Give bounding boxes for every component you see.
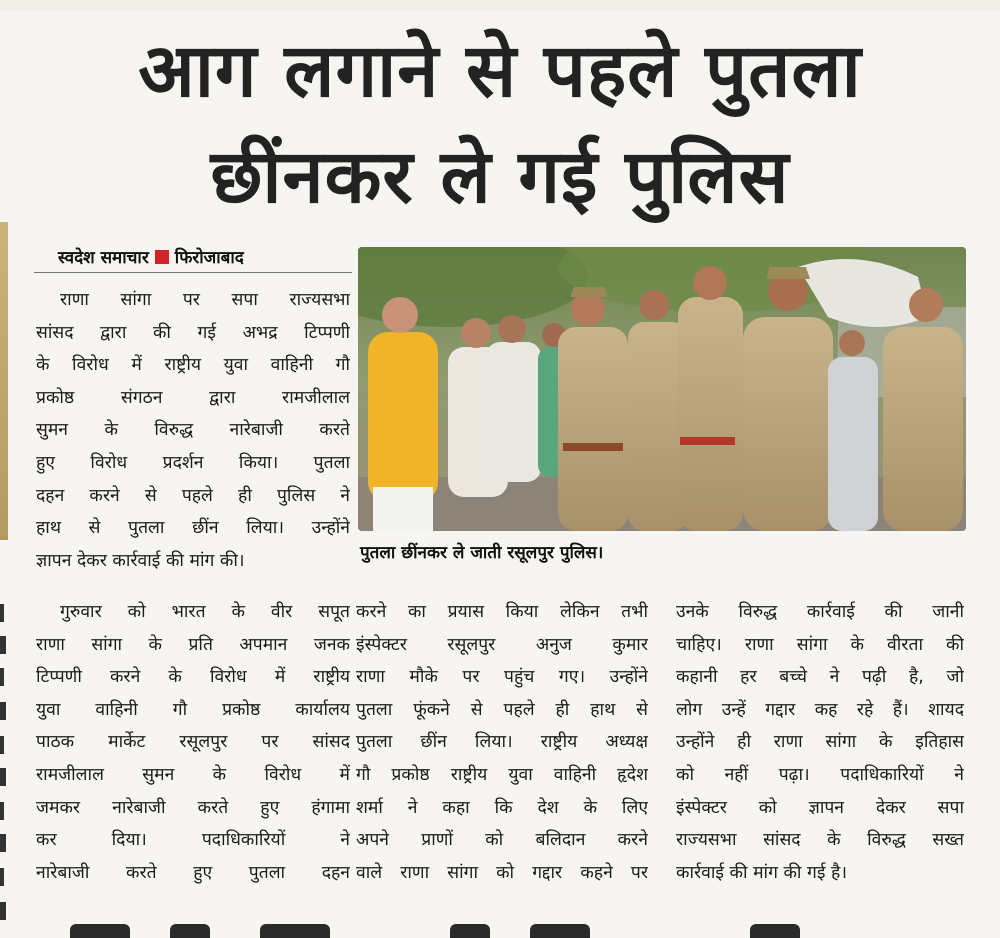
news-photo: [358, 247, 966, 531]
text-line: इंस्पेक्टर रसूलपुर अनुज कुमार: [356, 634, 648, 655]
text-line: पुतला फूंकने से पहले ही हाथ से: [356, 699, 648, 720]
next-headline-cutoff: [30, 918, 970, 938]
text-line: करने का प्रयास किया लेकिन तभी: [356, 602, 648, 622]
text-line: वाले राणा सांगा को गद्दार कहने पर: [356, 862, 648, 883]
text-line: हुए विरोध प्रदर्शन किया। पुतला: [36, 452, 350, 473]
text-line: कहानी हर बच्चे ने पढ़ी है, जो: [676, 667, 964, 688]
text-line: शर्मा ने कहा कि देश के लिए: [356, 797, 648, 818]
text-line: को नहीं पढ़ा। पदाधिकारियों ने: [676, 764, 964, 785]
text-line: इंस्पेक्टर को ज्ञापन देकर सपा: [676, 797, 964, 818]
text-line: दहन करने से पहले ही पुलिस ने: [36, 485, 350, 506]
adjacent-column-edge: [0, 596, 14, 936]
text-line: पाठक मार्केट रसूलपुर पर सांसद: [36, 732, 350, 753]
column-3: [676, 596, 964, 889]
text-line: राणा मौके पर पहुंच गए। उन्होंने: [356, 667, 648, 688]
top-edge: [0, 0, 1000, 10]
text-line: के विरोध में राष्ट्रीय युवा वाहिनी गौ: [36, 355, 350, 376]
column-1-bottom: [36, 596, 350, 889]
text-line: राणा सांगा पर सपा राज्यसभा: [60, 290, 350, 310]
text-line: गुरुवार को भारत के वीर सपूत: [60, 602, 350, 622]
byline: [58, 246, 244, 270]
headline-line-1: आग लगाने से पहले पुतला: [138, 28, 862, 114]
text-line: जमकर नारेबाजी करते हुए हंगामा: [36, 797, 350, 818]
text-line: चाहिए। राणा सांगा के वीरता की: [676, 634, 964, 655]
adjacent-ad-edge: [0, 222, 8, 540]
text-line: ज्ञापन देकर कार्रवाई की मांग की।: [36, 550, 245, 571]
police-crowd-photo: [358, 247, 966, 531]
text-line: पुतला छींन लिया। राष्ट्रीय अध्यक्ष: [356, 732, 648, 753]
column-2: [356, 596, 648, 889]
photo-caption: पुतला छींनकर ले जाती रसूलपुर पुलिस।: [360, 543, 604, 563]
text-line: युवा वाहिनी गौ प्रकोष्ठ कार्यालय: [36, 699, 350, 720]
byline-location: फिरोजाबाद: [174, 248, 244, 268]
text-line: राणा सांगा के प्रति अपमान जनक: [36, 634, 350, 655]
byline-source: स्वदेश समाचार: [58, 248, 149, 268]
text-line: लोग उन्हें गद्दार कह रहे हैं। शायद: [676, 699, 964, 720]
text-line: राज्यसभा सांसद के विरुद्ध सख्त: [676, 830, 964, 851]
column-1-top: [36, 284, 350, 577]
text-line: नारेबाजी करते हुए पुतला दहन: [36, 862, 350, 883]
text-line: कार्रवाई की मांग की गई है।: [676, 862, 847, 883]
text-line: उनके विरुद्ध कार्रवाई की जानी: [676, 602, 964, 622]
red-square-icon: [155, 250, 169, 264]
headline-line-2: छींनकर ले गई पुलिस: [210, 134, 790, 220]
text-line: रामजीलाल सुमन के विरोध में: [36, 764, 350, 785]
byline-divider: [34, 272, 352, 273]
text-line: सांसद द्वारा की गई अभद्र टिप्पणी: [36, 322, 350, 343]
text-line: टिप्पणी करने के विरोध में राष्ट्रीय: [36, 667, 350, 688]
text-line: उन्होंने ही राणा सांगा के इतिहास: [676, 732, 964, 753]
text-line: हाथ से पुतला छींन लिया। उन्होंने: [36, 518, 350, 539]
text-line: अपने प्राणों को बलिदान करने: [356, 830, 648, 851]
text-line: प्रकोष्ठ संगठन द्वारा रामजीलाल: [36, 387, 350, 408]
text-line: सुमन के विरुद्ध नारेबाजी करते: [36, 420, 350, 441]
text-line: कर दिया। पदाधिकारियों ने: [36, 830, 350, 851]
text-line: गौ प्रकोष्ठ राष्ट्रीय युवा वाहिनी हृदेश: [356, 764, 648, 785]
headline: [0, 18, 1000, 230]
